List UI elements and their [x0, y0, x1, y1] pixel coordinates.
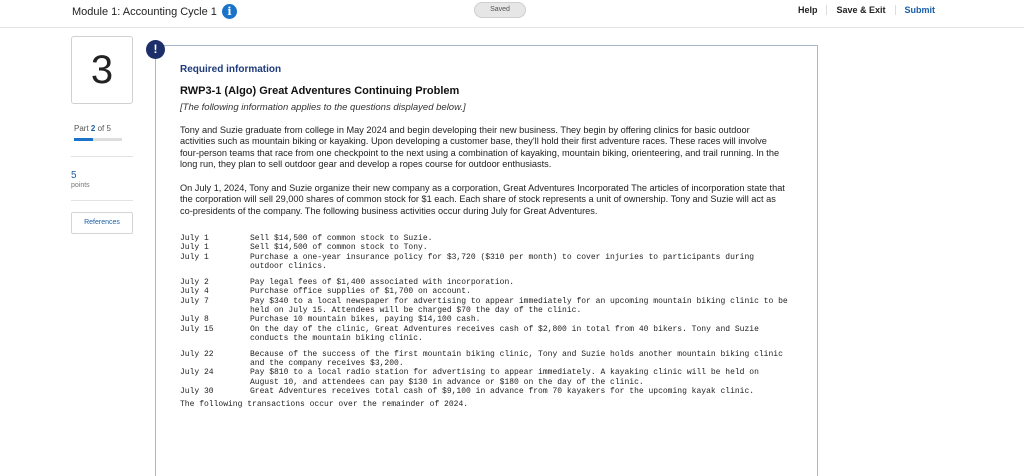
transaction-date: July 2	[180, 277, 209, 287]
transaction-text: Purchase office supplies of $1,700 on account.	[250, 287, 471, 297]
transaction-text: Purchase a one-year insurance policy for $3,720 ($310 per month) to cover injuries to participants during outdoor clinics.	[250, 252, 755, 272]
transaction-text: On the day of the clinic, Great Adventures receives cash of $2,800 in total from 40 bikers. Tony and Suzie conducts the mountain biking clinic.	[250, 324, 759, 344]
transaction-row	[180, 234, 790, 243]
module-title	[72, 4, 237, 19]
transaction-text: Great Adventures receives total cash of $9,100 in advance from 70 kayakers for the upcoming kayak clinic.	[250, 387, 755, 397]
top-bar	[0, 0, 1024, 28]
transaction-text: Sell $14,500 of common stock to Tony.	[250, 243, 428, 253]
transaction-row	[180, 243, 790, 252]
sidebar-divider	[71, 156, 133, 157]
save-exit-link[interactable]: Save & Exit	[827, 5, 895, 15]
points-value: 5	[71, 170, 77, 181]
transaction-row	[180, 253, 790, 272]
references-button[interactable]: References	[71, 212, 133, 234]
transaction-row	[180, 387, 790, 396]
transaction-date: July 15	[180, 324, 214, 334]
transaction-date: July 1	[180, 234, 209, 244]
part-suffix: of 5	[97, 124, 111, 133]
question-card	[155, 45, 818, 476]
part-progress-bar	[74, 138, 122, 141]
transaction-date: July 7	[180, 296, 209, 306]
transactions-list	[180, 234, 790, 397]
transaction-text: Pay legal fees of $1,400 associated with incorporation.	[250, 277, 515, 287]
top-links	[789, 5, 944, 15]
transaction-row	[180, 287, 790, 296]
transaction-row	[180, 278, 790, 287]
help-link[interactable]: Help	[789, 5, 828, 15]
part-prefix: Part	[74, 124, 89, 133]
transaction-text: Sell $14,500 of common stock to Suzie.	[250, 234, 433, 244]
transaction-date: July 4	[180, 287, 209, 297]
question-number: 3	[71, 36, 133, 104]
sidebar-divider	[71, 200, 133, 201]
transaction-row	[180, 315, 790, 324]
module-title-text: Module 1: Accounting Cycle 1	[72, 5, 217, 18]
part-indicator	[74, 124, 111, 133]
transaction-date: July 22	[180, 349, 214, 359]
alert-icon: !	[146, 40, 165, 59]
intro-paragraph: Tony and Suzie graduate from college in May 2024 and begin developing their new business. They begin by offering clinics for basic outdoor activities such as mountain biking or kayaking. Upon developing a customer base, they'll hold their first adventure races. These races will involve four-person teams that race from one checkpoint to the next using a combination of kayaking, mountain biking, orienteering, and trail running. In the long run, they plan to sell outdoor gear and develop a ropes course for outdoor enthusiasts.	[180, 125, 780, 169]
transaction-date: July 1	[180, 252, 209, 262]
transaction-date: July 30	[180, 387, 214, 397]
part-current: 2	[90, 124, 96, 133]
info-icon[interactable]: i	[222, 4, 237, 19]
info-note: [The following information applies to the questions displayed below.]	[180, 102, 466, 113]
transaction-date: July 24	[180, 368, 214, 378]
transaction-row	[180, 368, 790, 387]
part-progress-fill	[74, 138, 93, 141]
remainder-intro: The following transactions occur over the remainder of 2024.	[180, 399, 469, 409]
transaction-text: Purchase 10 mountain bikes, paying $14,100 cash.	[250, 315, 481, 325]
points-label: points	[71, 182, 90, 189]
transaction-date: July 8	[180, 315, 209, 325]
transaction-row	[180, 325, 790, 344]
incorporation-paragraph: On July 1, 2024, Tony and Suzie organize their new company as a corporation, Great Adventures Incorporated The articles of incorporation state that the corporation will sell 29,000 shares of common stock for $1 each. Each share of stock represents a unit of ownership. Tony and Suzie will act as co-presidents of the company. The following business activities occur during July for Great Adventures.	[180, 183, 785, 216]
transaction-row	[180, 350, 790, 369]
transaction-text: Pay $340 to a local newspaper for advertising to appear immediately for an upcoming mountain biking clinic to be held on July 15. Attendees will be charged $70 the day of the clinic.	[250, 296, 788, 315]
transaction-text: Pay $810 to a local radio station for advertising to appear immediately. A kayaking clinic will be held on August 10, and attendees can pay $130 in advance or $180 on the day of the clinic.	[250, 368, 759, 387]
required-info-heading: Required information	[180, 64, 282, 75]
transaction-text: Because of the success of the first mountain biking clinic, Tony and Suzie holds another mountain biking clinic and the company receives $3,200.	[250, 349, 783, 368]
problem-title: RWP3-1 (Algo) Great Adventures Continuing Problem	[180, 85, 460, 97]
transaction-date: July 1	[180, 243, 209, 253]
saved-status-badge: Saved	[474, 2, 526, 18]
submit-link[interactable]: Submit	[904, 5, 935, 15]
transaction-row	[180, 297, 790, 316]
